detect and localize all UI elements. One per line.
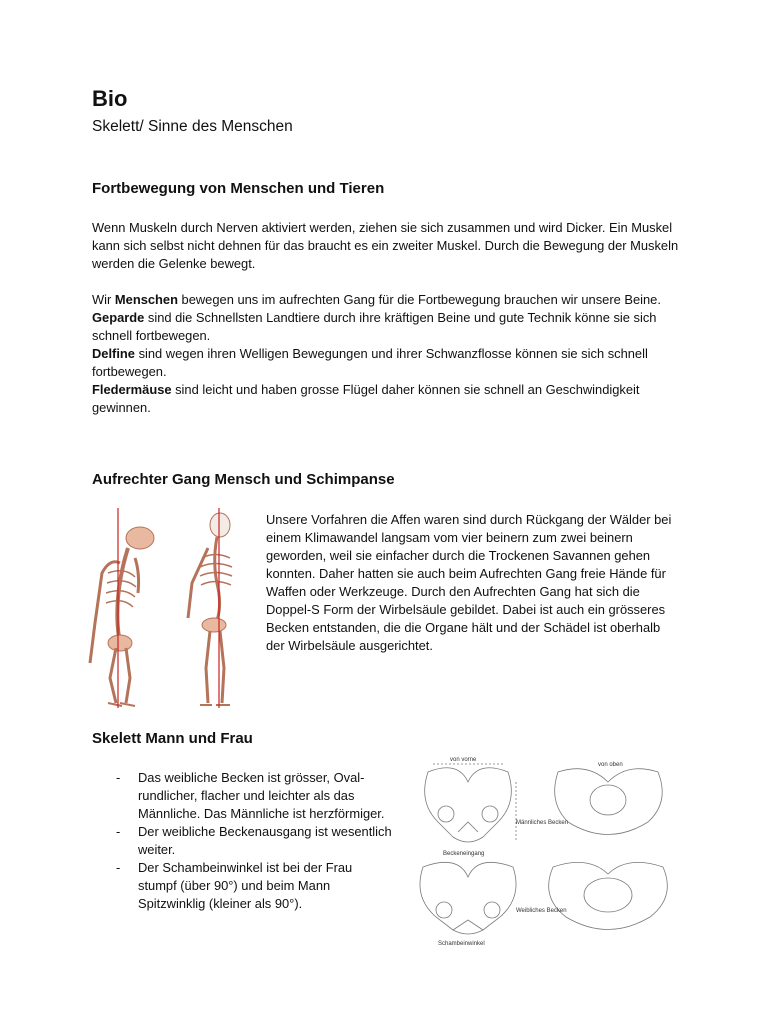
label-female: Weibliches Becken (516, 908, 567, 914)
term-dolphins: Delfine (92, 346, 135, 361)
pelvis-bullet-list (92, 769, 392, 913)
paragraph-upright-gait: Unsere Vorfahren die Affen waren sind durch Rückgang der Wälder bei einem Klimawandel langsam vom vier beinern zum zwei beinern geworden, weil sie einfacher durch die Trockenen Savannen gehen konnten. Daher hatten sie auch beim Aufrechten Gang freie Hände für Waffen oder Werkzeuge. Durch den Aufrechten Gang hat sich die Doppel-S Form der Wirbelsäule gebildet. Dabei ist auch ein grösseres Becken entstanden, die die Organe hält und der Schädel ist oberhalb der Wirbelsäule ausgerichtet. (266, 512, 672, 653)
section-heading-upright-gait: Aufrechter Gang Mensch und Schimpanse (92, 471, 395, 488)
human-skeleton-icon (188, 513, 232, 705)
entry-cheetahs: Geparde sind die Schnellsten Landtiere durch ihre kräftigen Beine und gute Technik könne sie sich schnell fortbewegen. (92, 310, 657, 343)
term-humans: Menschen (114, 292, 178, 307)
list-item: - Der weibliche Beckenausgang ist wesentlich weiter. (116, 824, 392, 857)
skeleton-comparison-icon (80, 503, 250, 713)
pelvis-comparison-icon (408, 752, 688, 947)
paragraph-muscles: Wenn Muskeln durch Nerven aktiviert werden, ziehen sie sich zusammen und wird Dicker. Ein Muskel kann sich selbst nicht dehnen für das braucht es ein zweiter Muskel. Durch die Bewegung der Muskeln werden die Gelenke bewegt. (92, 220, 679, 271)
label-inlet: Beckeneingang (443, 851, 485, 857)
section-heading-locomotion: Fortbewegung von Menschen und Tieren (92, 180, 385, 197)
animal-entries (92, 291, 682, 417)
page-title: Bio (92, 86, 128, 111)
label-top: von oben (598, 762, 623, 768)
term-cheetahs: Geparde (92, 310, 145, 325)
male-pelvis-top-icon (555, 769, 663, 835)
male-pelvis-front-icon (425, 768, 512, 842)
chimpanzee-skeleton-icon (90, 527, 154, 706)
term-bats: Fledermäuse (92, 382, 172, 397)
label-male: Männliches Becken (516, 820, 569, 826)
bullet-marker: - (116, 770, 121, 785)
list-item: - Der Schambeinwinkel ist bei der Frau stumpf (über 90°) und beim Mann Spitzwinklig (kleiner als 90°). (116, 860, 353, 911)
bullet-marker: - (116, 824, 121, 839)
female-pelvis-top-icon (549, 862, 668, 929)
entry-humans: Wir Menschen bewegen uns im aufrechten Gang für die Fortbewegung brauchen wir unsere Beine. (92, 292, 661, 307)
section-heading-pelvis: Skelett Mann und Frau (92, 730, 253, 747)
page-subtitle: Skelett/ Sinne des Menschen (92, 118, 293, 135)
entry-bats: Fledermäuse sind leicht und haben grosse Flügel daher können sie schnell an Geschwindigkeit gewinnen. (92, 382, 640, 415)
label-front: von vorne (450, 757, 477, 763)
list-item: - Das weibliche Becken ist grösser, Oval-rundlicher, flacher und leichter als das Männliche. Das Männliche ist herzförmiger. (116, 770, 385, 821)
female-pelvis-front-icon (420, 862, 516, 934)
label-angle: Schambeinwinkel (438, 941, 485, 947)
entry-dolphins: Delfine sind wegen ihren Welligen Bewegungen und ihrer Schwanzflosse können sie sich schnell fortbewegen. (92, 346, 648, 379)
bullet-marker: - (116, 860, 121, 875)
